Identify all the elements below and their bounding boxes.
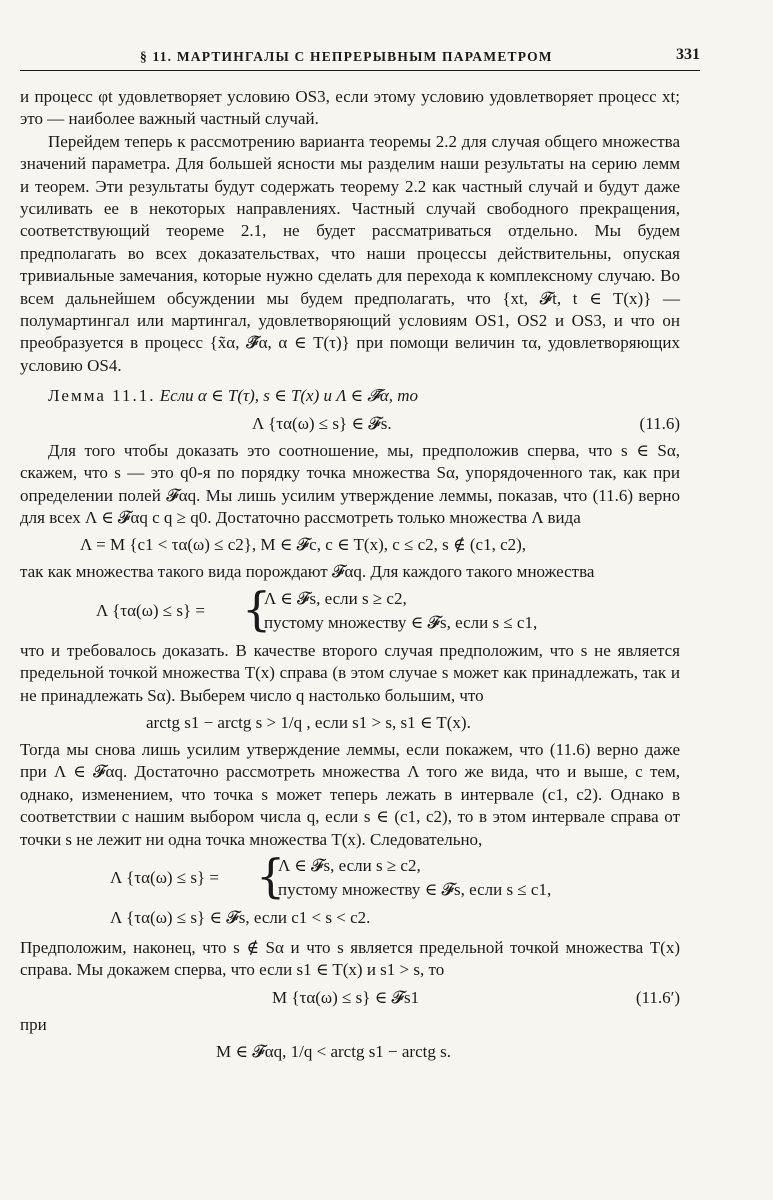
running-head: § 11. МАРТИНГАЛЫ С НЕПРЕРЫВНЫМ ПАРАМЕТРОМ: [140, 49, 553, 64]
formula-text: M {τα(ω) ≤ s} ∈ 𝓕s1: [272, 987, 420, 1007]
cases-formula-2: [20, 848, 680, 903]
lemma-label: Лемма 11.1.: [48, 386, 156, 406]
page-body: [20, 86, 680, 1068]
formula-condition: [20, 1038, 680, 1066]
brace-glyph: {: [256, 848, 286, 903]
paragraph: и процесс φt удовлетворяет условию OS3, если этому условию удовлетворяет процесс xt; это — наиболее важный частный случай.: [20, 87, 680, 129]
case-line: Λ ∈ 𝓕s, если s ≥ c2,: [278, 855, 421, 875]
page-header: [20, 44, 700, 71]
formula-text: Λ {τα(ω) ≤ s} ∈ 𝓕s, если c1 < s < c2.: [110, 907, 371, 927]
cases-lhs: Λ {τα(ω) ≤ s} =: [110, 867, 219, 887]
paragraph: Перейдем теперь к рассмотрению варианта теоремы 2.2 для случая общего множества значений параметра. Для большей ясности мы разделим наши результаты на серию лемм и теорем. Эти результаты будут содержать теорему 2.2 как частный случай и будут даже усиливать ее в некоторых направлениях. Частный случай свободного прекращения, соответствующий теореме 2.1, не будет рассматриваться отдельно. Мы будем предполагать во всех доказательствах, что наши процессы действительны, опуская тривиальные замечания, которые нужно сделать для перехода к комплексному случаю. Во всем дальнейшем обсуждении мы будем предполагать, что {xt, 𝓕t, t ∈ T(x)} — полумартингал или мартингал, удовлетворяющий условиям OS1, OS2 и OS3, и что он преобразуется в процесс {x̃α, 𝓕̃α, α ∈ T(τ)} при помощи величин τα, удовлетворяющих условию OS4.: [20, 131, 680, 375]
paragraph: так как множества такого вида порождают 𝓕αq. Для каждого такого множества: [20, 562, 595, 582]
paragraph: Для того чтобы доказать это соотношение, мы, предположив сперва, что s ∈ Sα, скажем, что s — это q0-я по порядку точка множества Sα, упорядоченного так, как при определении полей 𝓕αq. Мы лишь усилим утверждение леммы, показав, что (11.6) верно для всех Λ ∈ 𝓕αq с q ≥ q0. Достаточно рассмотреть только множества Λ вида: [20, 440, 680, 527]
formula-text: Λ = M {c1 < τα(ω) ≤ c2}, M ∈ 𝓕c, c ∈ T(x), c ≤ c2, s ∉ (c1, c2),: [80, 535, 527, 555]
formula-text: M ∈ 𝓕αq, 1/q < arctg s1 − arctg s.: [216, 1042, 451, 1062]
cases-formula-1: [20, 581, 680, 636]
page-number: 331: [676, 46, 700, 63]
formula-11-6-prime: [20, 984, 680, 1012]
paragraph: что и требовалось доказать. В качестве второго случая предположим, что s не является предельной точкой множества T(x) справа (в этом случае s может как принадлежать, так и не принадлежать Sα). Выберем число q настолько большим, что: [20, 640, 680, 705]
formula-lambda-def: [20, 531, 680, 559]
lemma-statement: [20, 385, 680, 407]
case-line: пустому множеству ∈ 𝓕s, если s ≤ c1,: [264, 612, 538, 632]
formula-text: arctg s1 − arctg s > 1/q , если s1 > s, s1 ∈ T(x).: [146, 712, 471, 732]
equation-number: (11.6): [639, 413, 680, 433]
paragraph: Тогда мы снова лишь усилим утверждение леммы, если покажем, что (11.6) верно даже при Λ ∈ 𝓕αq. Достаточно рассмотреть множества Λ того же вида, что и выше, с тем, однако, изменением, что точка s может теперь лежать в интервале (c1, c2). Однако в соответствии с нашим выбором числа q, если s ∈ (c1, c2), то в этом интервале справа от точки s не лежит ни одна точка множества T(x). Следовательно,: [20, 739, 680, 849]
brace-glyph: {: [242, 581, 272, 636]
paragraph: при: [20, 1014, 47, 1034]
formula-arctg: [20, 709, 680, 737]
case-line: пустому множеству ∈ 𝓕s, если s ≤ c1,: [278, 879, 552, 899]
cases-lhs: Λ {τα(ω) ≤ s} =: [96, 600, 205, 620]
case-line: Λ ∈ 𝓕s, если s ≥ c2,: [264, 588, 407, 608]
formula-11-6: [20, 410, 680, 438]
lemma-text: Если α ∈ T(τ), s ∈ T(x) и Λ ∈ 𝓕̃α, то: [159, 386, 419, 406]
equation-number: (11.6′): [635, 987, 680, 1007]
paragraph: Предположим, наконец, что s ∉ Sα и что s является предельной точкой множества T(x) справа. Мы докажем сперва, что если s1 ∈ T(x) и s1 > s, то: [20, 937, 680, 980]
formula-interval-case: [20, 907, 680, 935]
formula-text: Λ {τα(ω) ≤ s} ∈ 𝓕s.: [252, 413, 392, 433]
